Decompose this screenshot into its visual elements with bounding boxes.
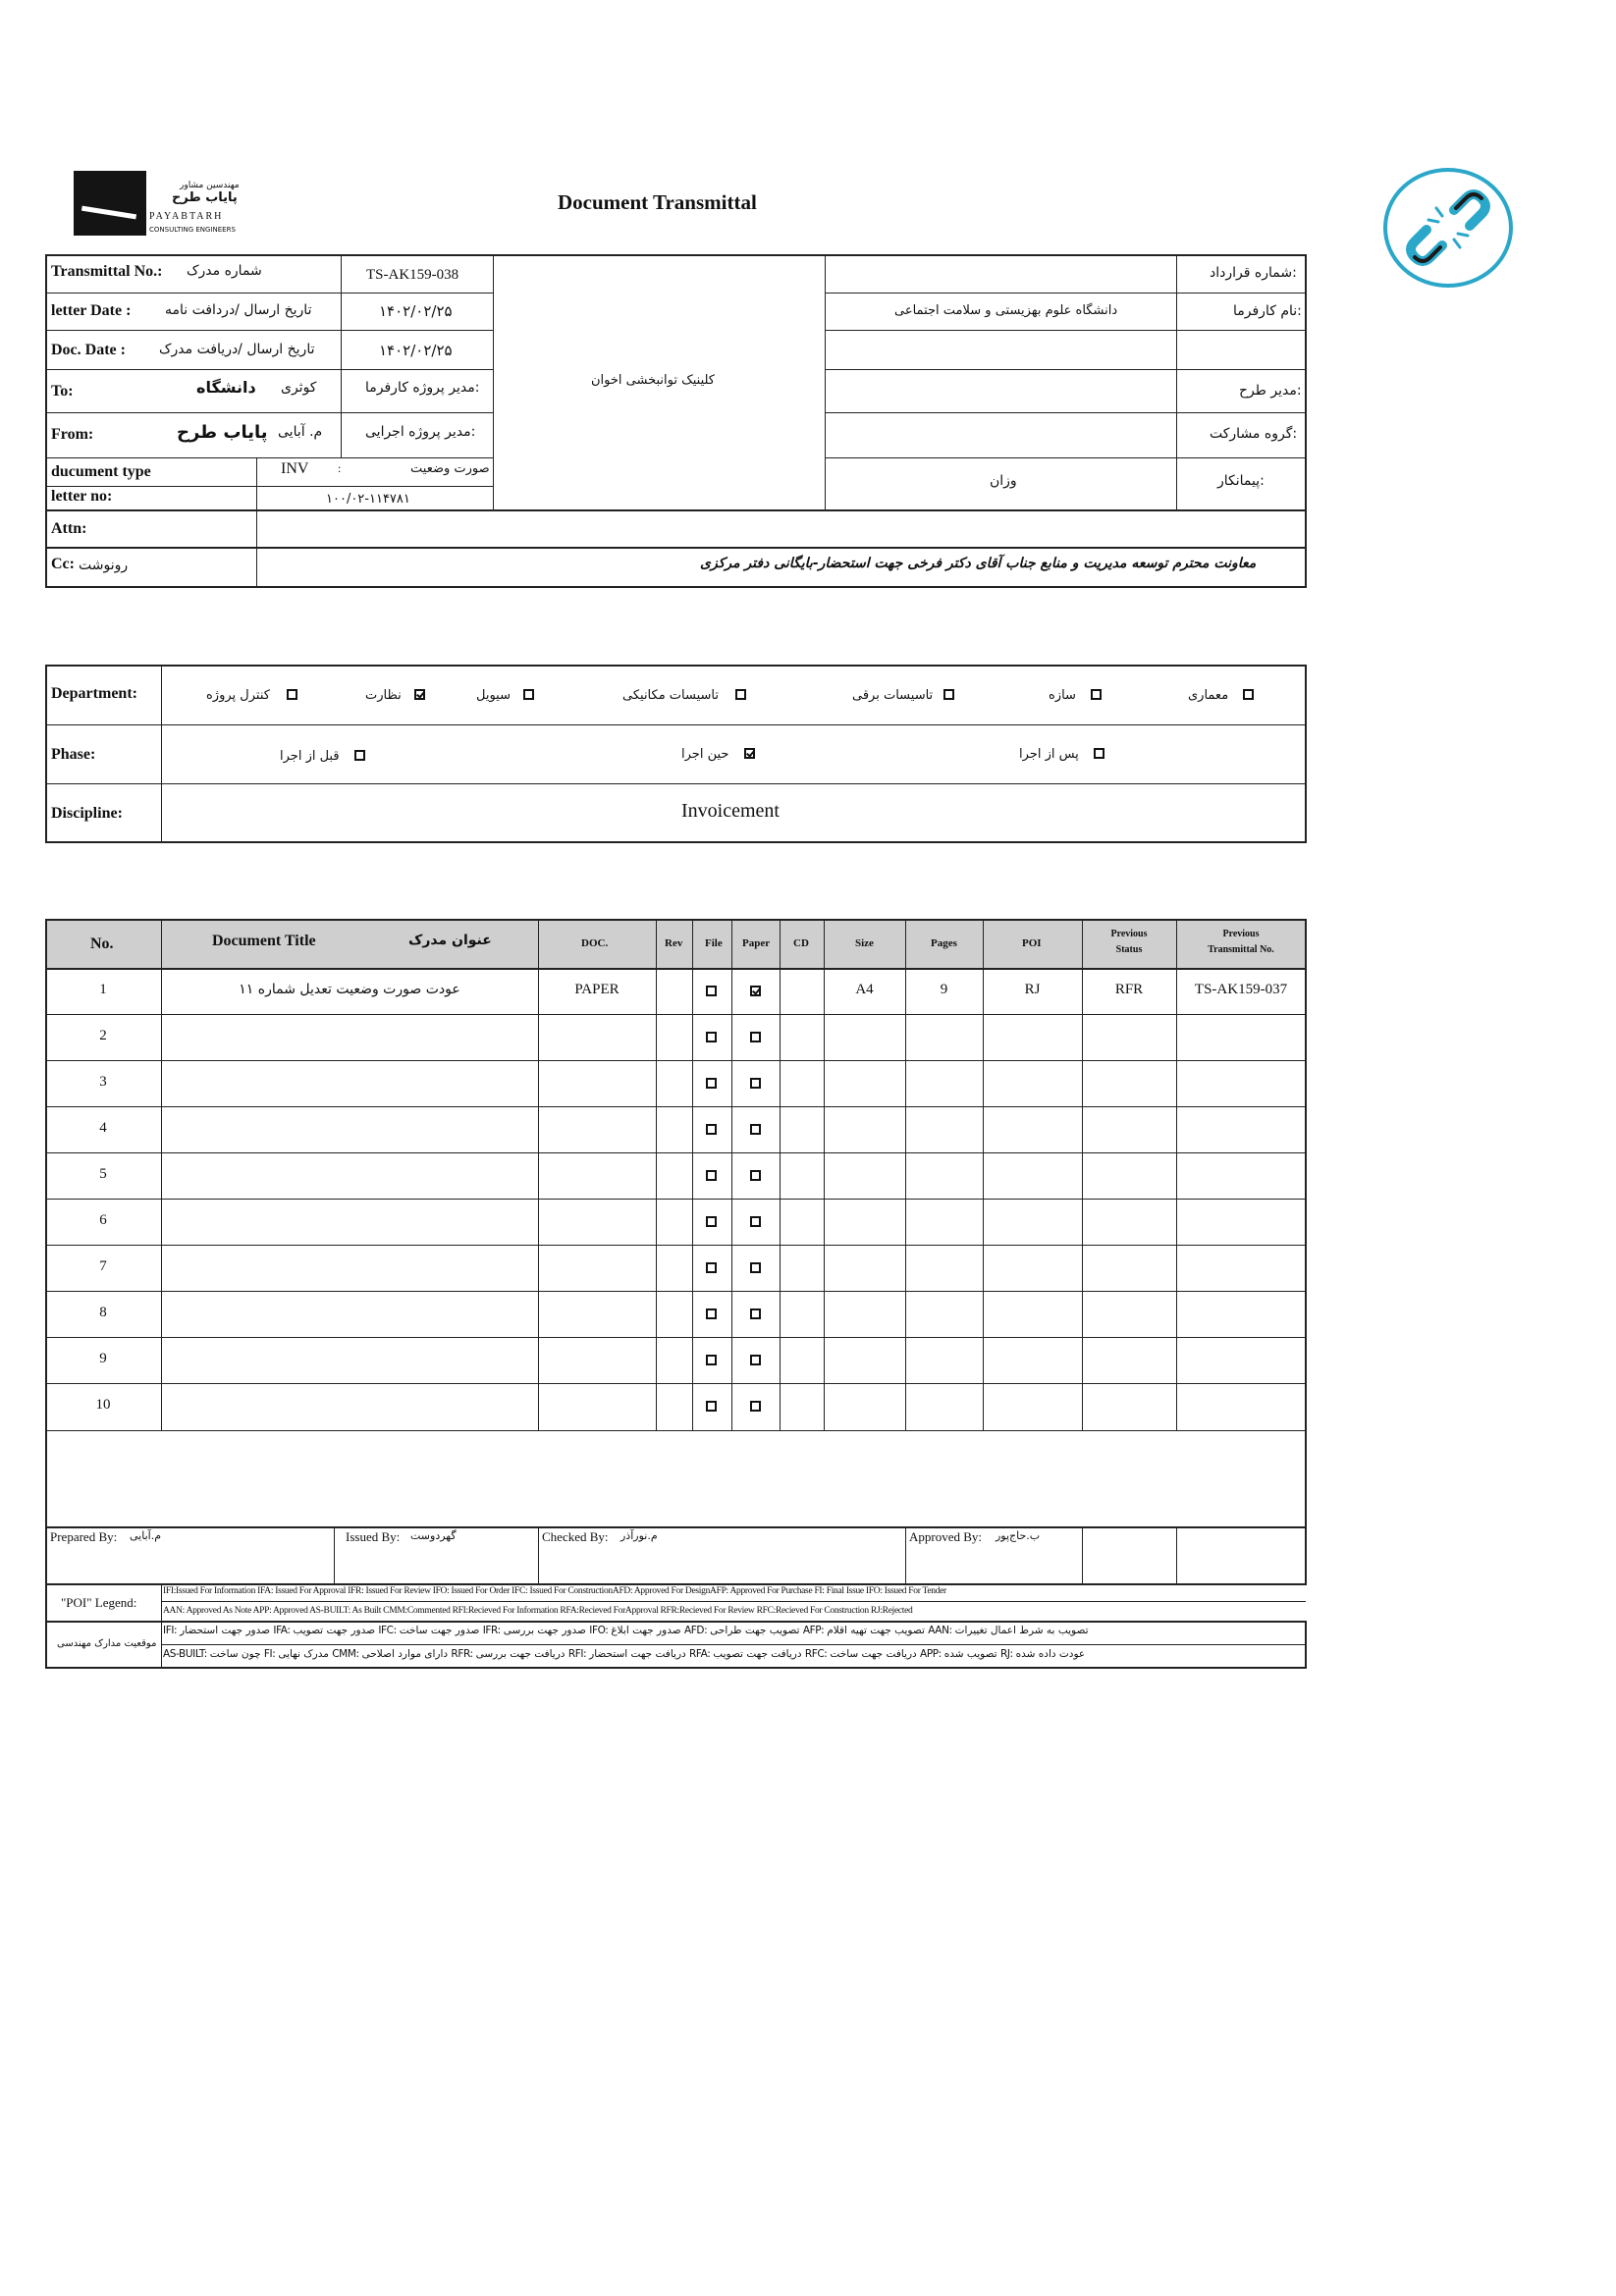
- header-file: File: [705, 937, 723, 949]
- to-label: To:: [51, 383, 74, 400]
- partner-group-label: گروه مشارکت:: [1210, 426, 1298, 442]
- dept-supervision[interactable]: [365, 684, 425, 703]
- row-prev-transmittal: TS-AK159-037: [1194, 982, 1288, 997]
- approved-by-name: ب.حاج‌پور: [996, 1529, 1041, 1542]
- dept-label: کنترل پروژه: [206, 688, 270, 703]
- checkbox[interactable]: [744, 748, 755, 759]
- designer-manager-label: مدیر طرح:: [1239, 383, 1302, 399]
- table-row: [0, 1246, 1616, 1292]
- letter-date-fa: تاریخ ارسال /دردافت نامه: [165, 302, 312, 318]
- page-title: Document Transmittal: [558, 190, 757, 214]
- legend-line-1: IFI:Issued For Information IFA: Issued For Approval IFR: Issued For Review IFO: Issued For Order IFC: Issued For ConstructionAFD: Approved For DesignAFP: Approved For Purchase FI: Final Issue IFO: Issued For Tender: [163, 1586, 946, 1596]
- row-doc-type: PAPER: [574, 982, 619, 997]
- checkbox[interactable]: [414, 689, 425, 700]
- paper-checkbox[interactable]: [750, 1355, 761, 1365]
- file-checkbox[interactable]: [706, 1216, 717, 1227]
- logo-en-sub: CONSULTING ENGINEERS: [149, 226, 236, 234]
- row-poi: RJ: [1024, 982, 1041, 997]
- phase-label-text: قبل از اجرا: [280, 749, 340, 764]
- file-checkbox[interactable]: [706, 1032, 717, 1042]
- legend-status-label: موقعیت مدارک مهندسی: [57, 1638, 157, 1649]
- cc-label: Cc:: [51, 556, 75, 572]
- from-role: مدیر پروژه اجرایی:: [365, 424, 476, 440]
- row-number: 6: [99, 1212, 107, 1228]
- prepared-by-name: م.آبایی: [130, 1529, 162, 1542]
- phase-label-text: پس از اجرا: [1019, 747, 1079, 762]
- from-person: م. آبایی: [278, 424, 323, 440]
- paper-checkbox[interactable]: [750, 1124, 761, 1135]
- to-value: دانشگاه: [196, 378, 256, 397]
- header-title-en: Document Title: [212, 933, 316, 949]
- row-title: عودت صورت وضعیت تعدیل شماره ۱۱: [239, 982, 460, 997]
- header-prev-status-1: Previous: [1110, 929, 1148, 939]
- header-prev-status-2: Status: [1115, 944, 1143, 955]
- checkbox[interactable]: [354, 750, 365, 761]
- legend-fa-line-2: AS-BUILT: چون ساخت FI: مدرک نهایی CMM: دارای موارد اصلاحی RFR: دریافت جهت بررسی RFI: دریافت جهت استحضار RFA: دریافت جهت تصویب RFC: دریافت جهت ساخت APP: تصویب شده RJ: عودت داده شده: [163, 1648, 1086, 1660]
- prepared-by-label: Prepared By:: [50, 1529, 118, 1544]
- dept-label: تاسیسات برقی: [852, 688, 934, 703]
- header-prev-trans-2: Transmittal No.: [1208, 944, 1274, 955]
- table-row: [0, 1200, 1616, 1246]
- transmittal-no-value: TS-AK159-038: [366, 267, 459, 283]
- doc-type-label: ducument type: [51, 463, 151, 480]
- employer-label: نام کارفرما:: [1233, 303, 1302, 319]
- doc-type-fa: صورت وضعیت: [410, 461, 490, 476]
- file-checkbox[interactable]: [706, 1355, 717, 1365]
- file-checkbox[interactable]: [706, 1262, 717, 1273]
- dept-label: سیویل: [476, 688, 511, 703]
- legend-fa-line-1: IFI: صدور جهت استحضار IFA: صدور جهت تصویب IFC: صدور جهت ساخت IFR: صدور جهت بررسی IFO: صدور جهت ابلاغ AFD: تصویب جهت طراحی AFP: تصویب جهت تهیه اقلام AAN: تصویب به شرط اعمال تغییرات: [163, 1625, 1089, 1636]
- row-number: 8: [99, 1305, 107, 1320]
- checkbox[interactable]: [1243, 689, 1254, 700]
- logo-en-name: PAYABTARH: [149, 211, 224, 222]
- dept-electrical[interactable]: [852, 684, 954, 703]
- dept-label: سازه: [1049, 688, 1076, 703]
- dept-architecture[interactable]: [1188, 684, 1254, 703]
- legend-line-2: AAN: Approved As Note APP: Approved AS-BUILT: As Built CMM:Commented RFI:Recieved For Information RFA:Recieved ForApproval RFR:Recieved For Review RFC:Recieved For Construction RJ:Rejected: [163, 1606, 913, 1616]
- file-checkbox[interactable]: [706, 1078, 717, 1089]
- header-rev: Rev: [665, 937, 683, 949]
- paper-checkbox[interactable]: [750, 1262, 761, 1273]
- broken-link-icon: [1379, 165, 1517, 291]
- from-value: پایاب طرح: [177, 422, 268, 443]
- table-row: [0, 1107, 1616, 1153]
- phase-post[interactable]: [1019, 743, 1104, 762]
- contractor-value: وزان: [990, 473, 1017, 489]
- department-label: Department:: [51, 685, 137, 702]
- phase-during[interactable]: [681, 743, 755, 762]
- phase-label: Phase:: [51, 746, 96, 763]
- transmittal-no-label: Transmittal No.:: [51, 263, 163, 280]
- row-pages: 9: [940, 982, 948, 997]
- issued-by-name: گهردوست: [410, 1529, 457, 1542]
- header-doc: DOC.: [581, 937, 609, 949]
- checkbox[interactable]: [1091, 689, 1102, 700]
- letter-date-value: ۱۴۰۲/۰۲/۲۵: [379, 302, 453, 320]
- transmittal-no-fa: شماره مدرک: [187, 263, 262, 279]
- doc-type-colon: :: [338, 461, 342, 475]
- project-name: کلینیک توانبخشی اخوان: [591, 373, 715, 388]
- row-number: 10: [95, 1397, 111, 1413]
- dept-project-control[interactable]: [206, 684, 297, 703]
- contract-no-label: شماره قرارداد:: [1210, 265, 1297, 281]
- to-role: مدیر پروژه کارفرما:: [365, 380, 480, 396]
- checkbox[interactable]: [735, 689, 746, 700]
- paper-checkbox[interactable]: [750, 1401, 761, 1412]
- table-row: [0, 969, 1616, 1015]
- table-row: [0, 1015, 1616, 1061]
- row-number: 7: [99, 1258, 107, 1274]
- row-number: 4: [99, 1120, 107, 1136]
- header-poi: POI: [1022, 937, 1042, 949]
- table-row: [0, 1061, 1616, 1107]
- from-label: From:: [51, 426, 94, 443]
- dept-label: تاسیسات مکانیکی: [622, 688, 719, 703]
- paper-checkbox[interactable]: [750, 986, 761, 996]
- table-row: [0, 1153, 1616, 1200]
- header-cd: CD: [793, 937, 809, 949]
- doc-date-fa: تاریخ ارسال /دریافت مدرک: [159, 342, 315, 357]
- employer-value: دانشگاه علوم بهزیستی و سلامت اجتماعی: [894, 303, 1118, 318]
- dept-civil[interactable]: [476, 684, 534, 703]
- cc-fa-label: رونوشت: [79, 558, 129, 573]
- paper-checkbox[interactable]: [750, 1216, 761, 1227]
- row-prev-status: RFR: [1114, 982, 1144, 997]
- paper-checkbox[interactable]: [750, 1170, 761, 1181]
- attn-label: Attn:: [51, 520, 87, 537]
- to-person: کوثری: [281, 380, 317, 396]
- row-number: 3: [99, 1074, 107, 1090]
- paper-checkbox[interactable]: [750, 1032, 761, 1042]
- row-number: 9: [99, 1351, 107, 1366]
- file-checkbox[interactable]: [706, 1308, 717, 1319]
- row-size: A4: [855, 982, 874, 997]
- legend-label: "POI" Legend:: [61, 1595, 137, 1610]
- file-checkbox[interactable]: [706, 986, 717, 996]
- dept-label: معماری: [1188, 688, 1229, 703]
- doc-date-value: ۱۴۰۲/۰۲/۲۵: [379, 342, 453, 359]
- doc-type-value: INV: [281, 460, 309, 477]
- row-number: 1: [99, 982, 107, 997]
- header-title-fa: عنوان مدرک: [408, 933, 492, 948]
- phase-label-text: حین اجرا: [681, 747, 729, 762]
- row-number: 2: [99, 1028, 107, 1043]
- header-pages: Pages: [931, 937, 957, 949]
- table-row: [0, 1384, 1616, 1430]
- checkbox[interactable]: [523, 689, 534, 700]
- paper-checkbox[interactable]: [750, 1078, 761, 1089]
- cc-value: معاونت محترم توسعه مدیریت و منابع جناب آقای دکتر فرخی جهت استحضار-بایگانی دفتر مرکزی: [700, 556, 1257, 571]
- file-checkbox[interactable]: [706, 1124, 717, 1135]
- issued-by-label: Issued By:: [346, 1529, 401, 1544]
- letter-date-label: letter Date :: [51, 302, 132, 319]
- checked-by-label: Checked By:: [542, 1529, 609, 1544]
- contractor-label: پیمانکار:: [1217, 473, 1265, 489]
- dept-label: نظارت: [365, 688, 402, 703]
- dept-mechanical[interactable]: [622, 684, 746, 703]
- checkbox[interactable]: [287, 689, 297, 700]
- header-prev-trans-1: Previous: [1222, 929, 1260, 939]
- header-no: No.: [90, 935, 114, 952]
- phase-pre[interactable]: [280, 745, 365, 764]
- checkbox[interactable]: [943, 689, 954, 700]
- row-number: 5: [99, 1166, 107, 1182]
- approved-by-label: Approved By:: [909, 1529, 983, 1544]
- table-row: [0, 1292, 1616, 1338]
- doc-date-label: Doc. Date :: [51, 342, 126, 358]
- table-row: [0, 1338, 1616, 1384]
- checkbox[interactable]: [1094, 748, 1104, 759]
- logo-fa-small: مهندسین مشاور: [180, 181, 240, 190]
- logo-mark: [74, 171, 146, 236]
- file-checkbox[interactable]: [706, 1170, 717, 1181]
- logo-fa-name: پایاب طرح: [172, 190, 238, 205]
- dept-structure[interactable]: [1049, 684, 1102, 703]
- header-paper: Paper: [742, 937, 771, 949]
- paper-checkbox[interactable]: [750, 1308, 761, 1319]
- checked-by-name: م.نورآذر: [620, 1529, 658, 1542]
- company-logo: [74, 171, 260, 240]
- letter-no-value: ۱۰۰/۰۲-۱۱۴۷۸۱: [326, 492, 410, 507]
- letter-no-label: letter no:: [51, 488, 113, 505]
- discipline-label: Discipline:: [51, 805, 123, 822]
- discipline-value: Invoicement: [681, 800, 780, 822]
- header-size: Size: [855, 937, 874, 949]
- file-checkbox[interactable]: [706, 1401, 717, 1412]
